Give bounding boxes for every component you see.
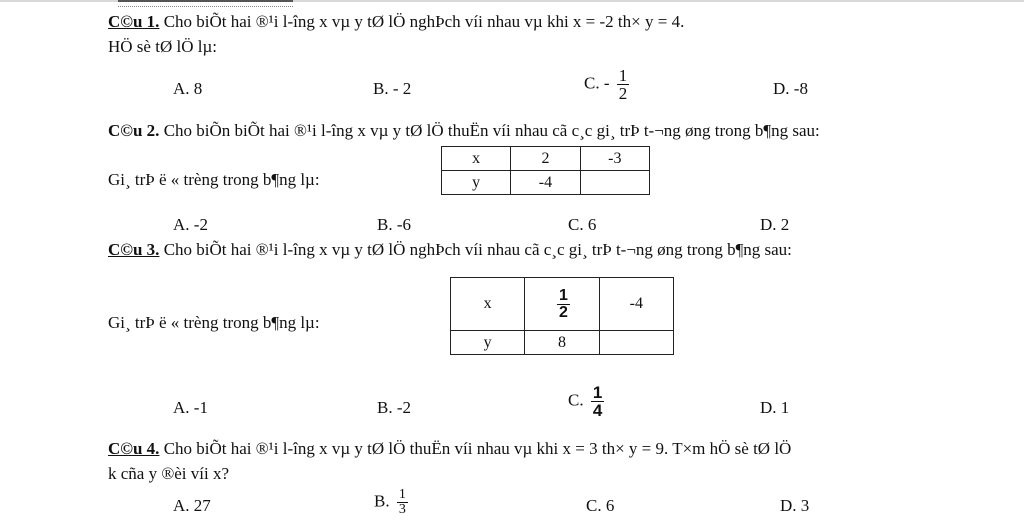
q4-option-a: A. 27 [173,496,211,515]
fraction-numerator: 1 [398,487,406,502]
q3-cell-x-3: -4 [599,278,673,331]
q3-option-c-prefix: C. [568,390,584,410]
fraction-denominator: 3 [398,502,406,517]
question-4-label: C©u 4. [108,439,160,458]
q1-option-b: B. - 2 [373,79,412,98]
fraction-numerator: 1 [559,286,568,304]
q1-option-a: A. 8 [173,79,203,98]
question-1-subtext: HÖ sè tØ lÖ lµ: [108,37,217,56]
q3-option-c-fraction [591,384,604,419]
q4-option-b-prefix: B. [374,491,390,511]
q1-option-d: D. -8 [773,79,808,98]
question-4 [108,439,791,459]
q2-option-a: A. -2 [173,215,208,234]
q3-cell-x-label: x [451,278,525,331]
question-3-text: Cho biÕt hai ®¹i l-îng x vµ y tØ lÖ nghÞch víi nhau cã c¸c gi¸ trÞ t-¬ng øng trong b¶ng sau: [159,240,792,259]
fraction-numerator: 1 [592,383,603,402]
cut-off-heading [118,0,293,7]
q2-cell-y-1: -4 [511,171,580,195]
q4-option-b [374,488,408,517]
question-3 [108,240,792,260]
question-2-label: C©u 2. [108,121,160,140]
question-2-text: Cho biÕn biÕt hai ®¹i l-îng x vµ y tØ lÖ thuËn víi nhau cã c¸c gi¸ trÞ t-¬ng øng trong b¶ng sau: [159,121,820,140]
fraction-denominator: 2 [618,84,628,103]
question-2 [108,121,820,141]
q4-option-d: D. 3 [780,496,810,515]
fraction-numerator: 1 [618,66,628,85]
q2-cell-x-2: -3 [580,147,649,171]
q4-option-b-fraction [397,488,408,517]
q2-cell-x-label: x [442,147,511,171]
q2-option-b: B. -6 [377,215,411,234]
fraction-denominator: 2 [559,303,568,321]
question-3-prompt: Gi¸ trÞ ë « trèng trong b¶ng lµ: [108,313,320,332]
fraction-denominator: 4 [592,401,603,420]
q1-option-c-fraction [617,67,630,102]
question-4-subtext: k cña y ®èi víi x? [108,464,230,483]
q3-option-b: B. -2 [377,398,411,417]
q2-cell-y-blank [580,171,649,195]
q3-cell-y-2: 8 [525,331,599,355]
question-3-label: C©u 3. [108,240,160,259]
question-2-prompt: Gi¸ trÞ ë « trèng trong b¶ng lµ: [108,170,320,189]
q2-option-c: C. 6 [568,215,597,234]
question-1-text: Cho biÕt hai ®¹i l-îng x vµ y tØ lÖ nghÞch víi nhau vµ khi x = -2 th× y = 4. [159,12,685,31]
q4-option-c: C. 6 [586,496,615,515]
question-1 [108,12,684,32]
q1-option-c-prefix: C. - [584,73,610,93]
question-4-text: Cho biÕt hai ®¹i l-îng x vµ y tØ lÖ thuËn víi nhau vµ khi x = 3 th× y = 9. T×m hÖ sè tØ lÖ [159,439,792,458]
q2-cell-y-label: y [442,171,511,195]
q3-option-d: D. 1 [760,398,790,417]
q3-option-a: A. -1 [173,398,208,417]
q3-cell-y-blank [599,331,673,355]
q2-cell-x-1: 2 [511,147,580,171]
q3-cell-y-label: y [451,331,525,355]
q2-option-d: D. 2 [760,215,790,234]
q3-option-c [568,384,604,419]
q3-value-table [450,277,674,355]
question-1-label: C©u 1. [108,12,160,31]
q1-option-c [584,67,629,102]
q3-cell-x-fraction [525,278,599,331]
half-fraction [557,288,570,321]
q2-value-table [441,146,650,195]
